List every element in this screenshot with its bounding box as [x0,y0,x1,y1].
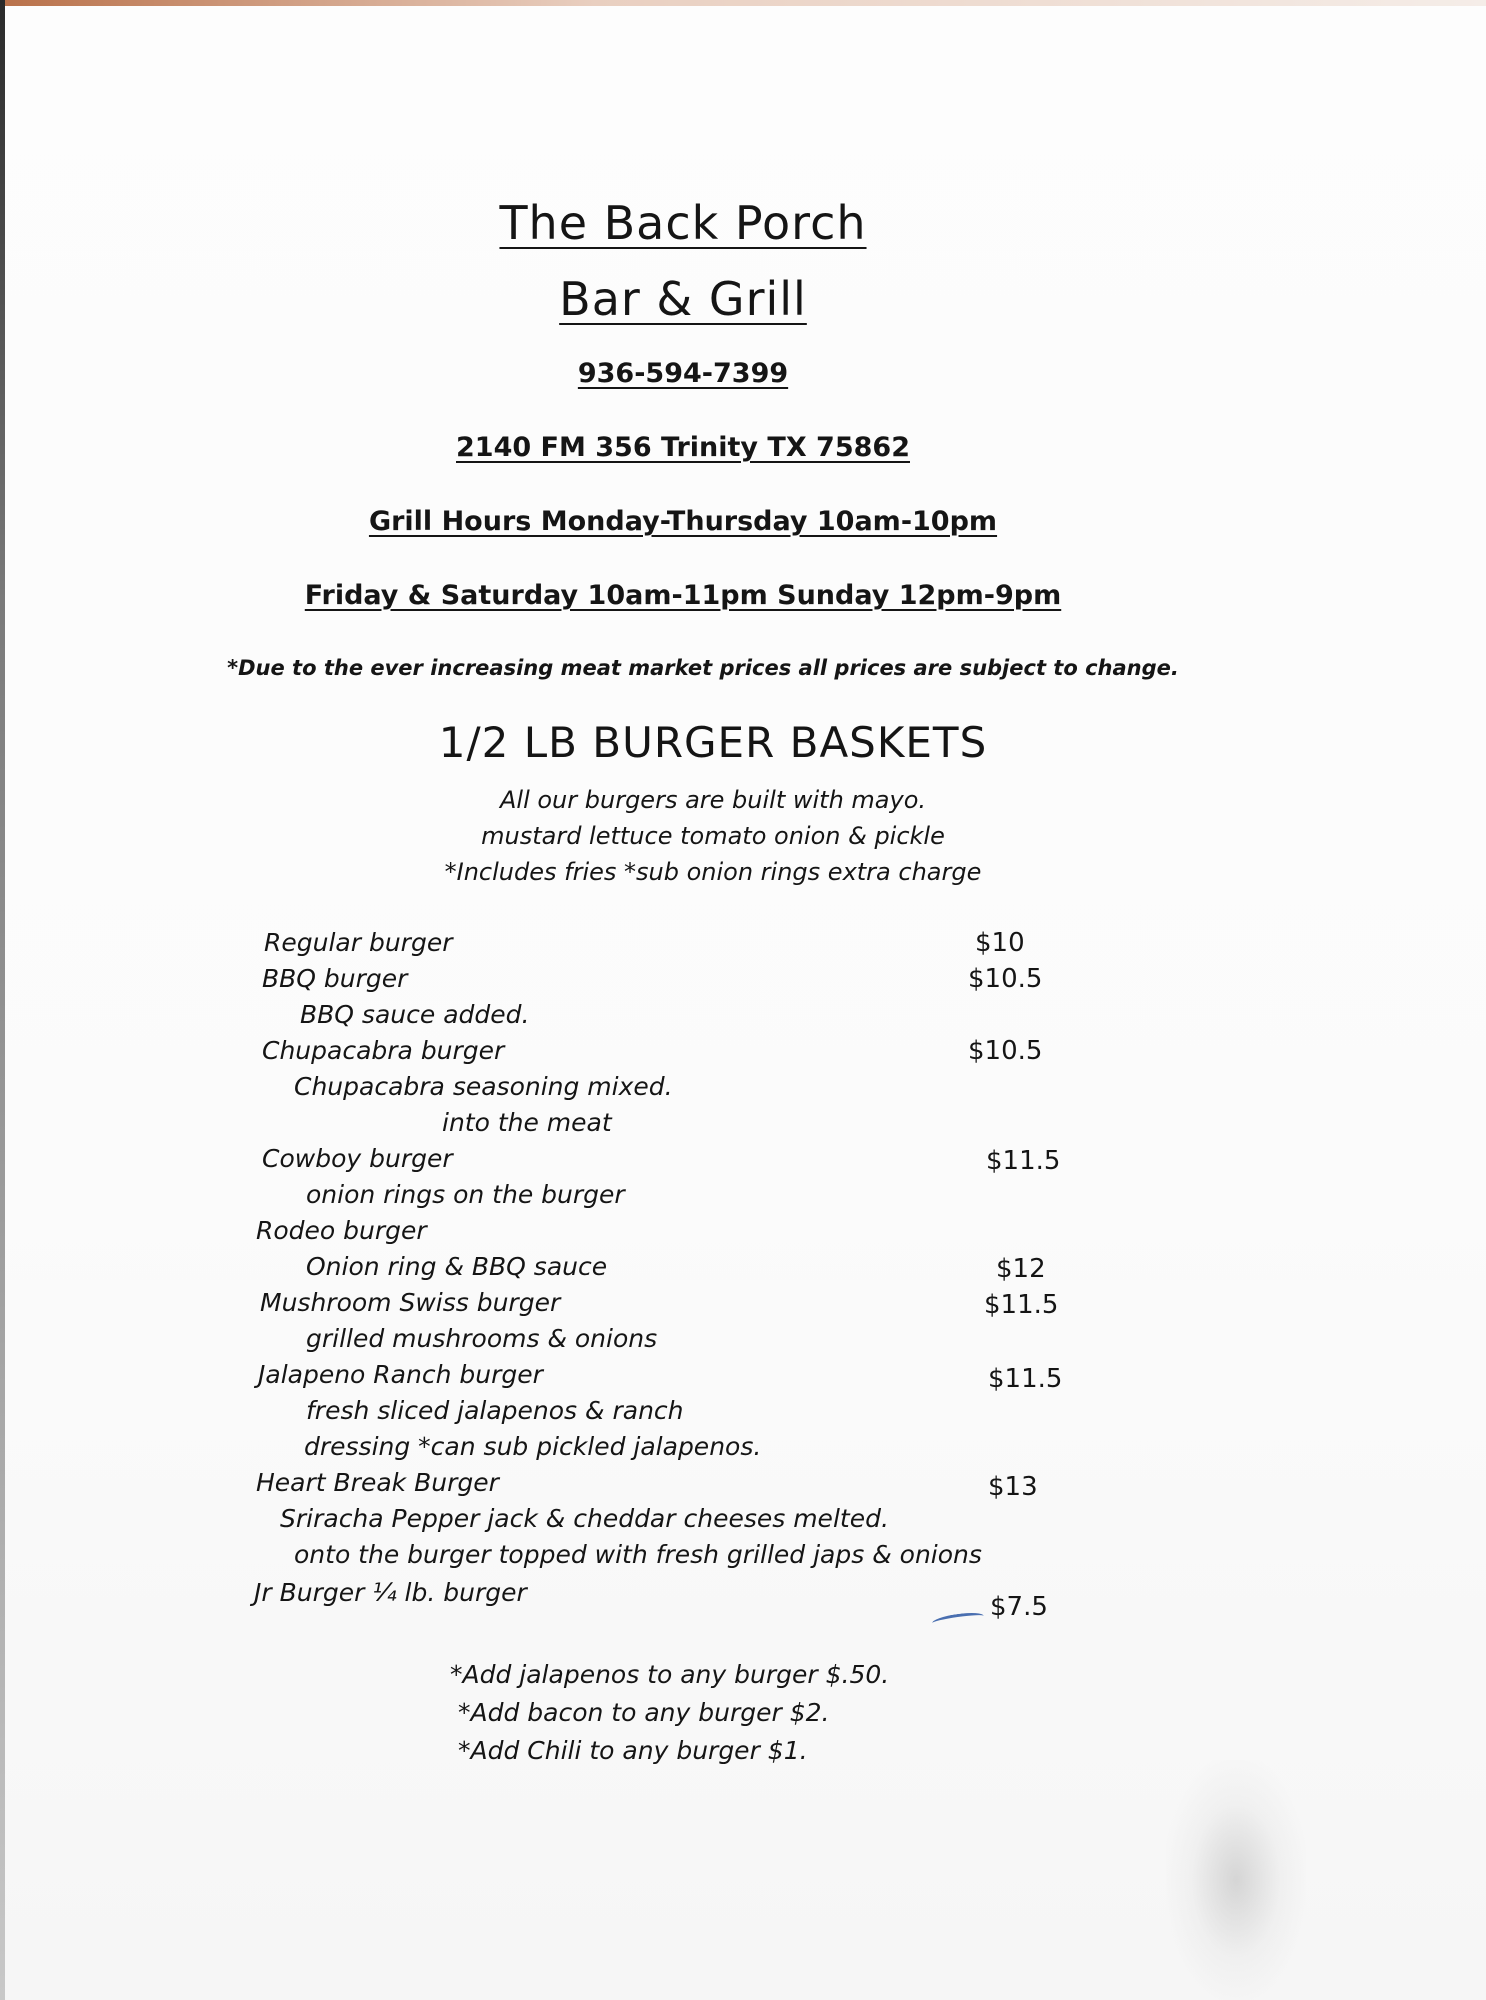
menu-item-price: $12 [996,1254,1046,1284]
menu-item-description: BBQ sauce added. [300,1000,530,1029]
menu-item-price: $10.5 [968,964,1043,994]
menu-item-name: Cowboy burger [262,1144,453,1173]
menu-item-name: BBQ burger [262,964,408,993]
menu-item-description: Chupacabra seasoning mixed. [294,1072,673,1101]
menu-item-price: $10.5 [968,1036,1043,1066]
menu-item-price: $13 [988,1472,1038,1502]
menu-item-name: Jalapeno Ranch burger [258,1360,543,1389]
price-disclaimer: *Due to the ever increasing meat market prices all prices are subject to change. [227,656,1179,680]
hours-weekend: Friday & Saturday 10am-11pm Sunday 12pm-9pm [304,580,1062,611]
menu-item-name: Jr Burger ¼ lb. burger [254,1578,527,1607]
menu-item-name: Regular burger [264,928,453,957]
hours-weekday: Grill Hours Monday-Thursday 10am-10pm [368,506,998,537]
address: 2140 FM 356 Trinity TX 75862 [456,432,910,463]
pen-mark [931,1610,984,1628]
menu-item-description: into the meat [442,1108,612,1137]
section-intro-line: *Includes fries *sub onion rings extra charge [444,858,982,886]
restaurant-subtitle: Bar & Grill [559,272,807,326]
menu-item-price: $10 [975,928,1025,958]
menu-item-description: fresh sliced jalapenos & ranch [306,1396,684,1425]
addon-line: *Add jalapenos to any burger $.50. [450,1660,890,1689]
menu-item-name: Chupacabra burger [262,1036,505,1065]
menu-item-description: grilled mushrooms & onions [306,1324,658,1353]
menu-item-description: dressing *can sub pickled jalapenos. [304,1432,762,1461]
section-intro-line: mustard lettuce tomato onion & pickle [481,822,945,850]
menu-item-name: Mushroom Swiss burger [260,1288,561,1317]
addon-line: *Add Chili to any burger $1. [458,1736,808,1765]
menu-item-price: $11.5 [988,1364,1063,1394]
menu-item-price: $11.5 [986,1146,1061,1176]
section-title: 1/2 LB BURGER BASKETS [438,718,988,767]
menu-item-description: onto the burger topped with fresh grilled japs & onions [294,1540,982,1569]
menu-item-name: Rodeo burger [256,1216,427,1245]
menu-item-description: Onion ring & BBQ sauce [306,1252,608,1281]
menu-item-price: $7.5 [990,1592,1048,1622]
restaurant-name: The Back Porch [499,196,867,250]
menu-item-description: Sriracha Pepper jack & cheddar cheeses melted. [280,1504,889,1533]
phone-number: 936-594-7399 [577,358,789,389]
addon-line: *Add bacon to any burger $2. [458,1698,830,1727]
menu-item-price: $11.5 [984,1290,1059,1320]
menu-item-description: onion rings on the burger [306,1180,625,1209]
section-intro-line: All our burgers are built with mayo. [499,786,927,814]
menu-item-name: Heart Break Burger [256,1468,499,1497]
